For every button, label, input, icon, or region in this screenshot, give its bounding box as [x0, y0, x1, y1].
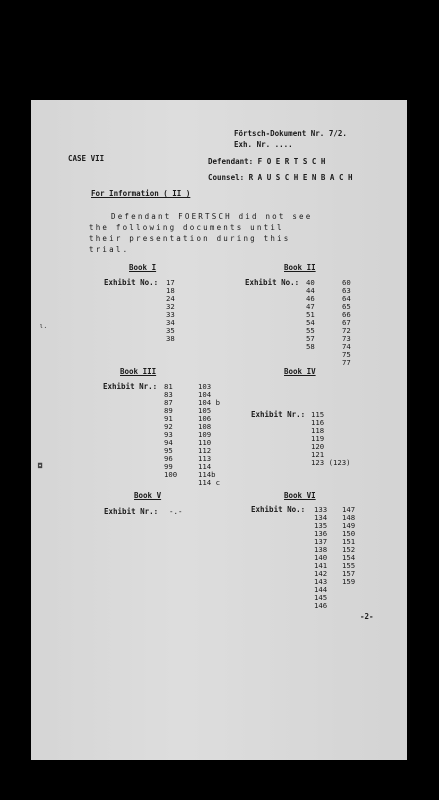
exhibit-number-item: 40: [306, 278, 315, 287]
exhibit-list: [198, 383, 220, 487]
book-title: Book III: [120, 367, 157, 376]
exhibit-number-item: 150: [342, 529, 356, 538]
exhibit-number-item: 91: [164, 414, 173, 423]
exhibit-number-item: 109: [198, 430, 212, 439]
exhibit-number-item: 120: [311, 442, 325, 451]
body-line: trial.: [89, 245, 130, 254]
exhibit-number-item: 54: [306, 318, 315, 327]
exhibit-number-item: 34: [166, 318, 175, 327]
exhibit-list: [164, 383, 177, 479]
body-line: their presentation during this: [89, 234, 291, 243]
exhibit-number-item: 116: [311, 418, 325, 427]
counsel-line: Counsel: R A U S C H E N B A C H: [208, 173, 353, 182]
exhibit-label: Exhibit Nr.:: [104, 507, 159, 516]
exhibit-number-item: 114 c: [198, 478, 220, 487]
exhibit-number-item: 151: [342, 537, 356, 546]
exhibit-number-item: 141: [314, 561, 328, 570]
exhibit-list: [166, 279, 175, 343]
exhibit-number-item: 73: [342, 334, 351, 343]
exhibit-number-item: 133: [314, 505, 328, 514]
exhibit-number-item: 83: [164, 390, 173, 399]
exhibit-number-item: 155: [342, 561, 356, 570]
case-label: CASE VII: [68, 154, 105, 163]
exhibit-number-item: 33: [166, 310, 175, 319]
exhibit-number-item: 114b: [198, 470, 216, 479]
exhibit-number-item: 51: [306, 310, 315, 319]
exhibit-number-item: 66: [342, 310, 351, 319]
exhibit-number-item: 64: [342, 294, 351, 303]
exhibit-number-item: 63: [342, 286, 351, 295]
exhibit-number-item: 75: [342, 350, 351, 359]
exhibit-label: Exhibit No.:: [104, 278, 159, 287]
exhibit-label: Exhibit Nr.:: [103, 382, 158, 391]
defendant-line: Defendant: F O E R T S C H: [208, 157, 326, 166]
exhibit-number-item: 103: [198, 382, 212, 391]
section-title: For Information ( II ): [91, 189, 191, 198]
exhibit-number-item: 136: [314, 529, 328, 538]
exhibit-number-item: 55: [306, 326, 315, 335]
exhibit-number-item: 104 b: [198, 398, 220, 407]
document-page: [31, 100, 407, 760]
exhibit-number-item: 143: [314, 577, 328, 586]
exhibit-number-item: 123 (123): [311, 458, 351, 467]
exhibit-number-item: 57: [306, 334, 315, 343]
exhibit-number-item: 114: [198, 462, 212, 471]
body-line: Defendant FOERTSCH did not see: [111, 212, 313, 221]
exhibit-label: Exhibit No.:: [245, 278, 300, 287]
exhibit-number-item: 99: [164, 462, 173, 471]
exhibit-number-item: 87: [164, 398, 173, 407]
exhibit-number-item: 32: [166, 302, 175, 311]
exhibit-number-item: 113: [198, 454, 212, 463]
exhibit-number-item: 115: [311, 410, 325, 419]
exhibit-number-item: 96: [164, 454, 173, 463]
book-title: Book IV: [284, 367, 316, 376]
exhibit-number-item: 74: [342, 342, 351, 351]
exhibit-number-item: 119: [311, 434, 325, 443]
exhibit-number: Exh. Nr. ....: [234, 140, 293, 149]
exhibit-number-item: 144: [314, 585, 328, 594]
exhibit-number-item: 24: [166, 294, 175, 303]
exhibit-number-item: 147: [342, 505, 356, 514]
exhibit-number-item: 118: [311, 426, 325, 435]
exhibit-number-item: 67: [342, 318, 351, 327]
exhibit-number-item: 58: [306, 342, 315, 351]
exhibit-number-item: 157: [342, 569, 356, 578]
doc-number: Förtsch-Dokument Nr. 7/2.: [234, 129, 347, 138]
exhibit-number-item: 145: [314, 593, 328, 602]
exhibit-list: [314, 506, 327, 610]
exhibit-number-item: 77: [342, 358, 351, 367]
exhibit-number-item: 149: [342, 521, 356, 530]
exhibit-number-item: 108: [198, 422, 212, 431]
exhibit-number-item: 47: [306, 302, 315, 311]
book-title: Book I: [129, 263, 157, 272]
body-line: the following documents until: [89, 223, 284, 232]
exhibit-number-item: 89: [164, 406, 173, 415]
exhibit-number-item: 121: [311, 450, 325, 459]
exhibit-number-item: 148: [342, 513, 356, 522]
exhibit-number-item: 35: [166, 326, 175, 335]
exhibit-number-item: 142: [314, 569, 328, 578]
book-title: Book V: [134, 491, 162, 500]
exhibit-label: Exhibit Nr.:: [251, 410, 306, 419]
exhibit-number-item: 138: [314, 545, 328, 554]
exhibit-number-item: 104: [198, 390, 212, 399]
exhibit-number-item: 152: [342, 545, 356, 554]
exhibit-list: [342, 506, 355, 586]
book-title: Book II: [284, 263, 316, 272]
exhibit-number-item: 65: [342, 302, 351, 311]
exhibit-list: [306, 279, 315, 351]
exhibit-number-item: 44: [306, 286, 315, 295]
exhibit-number-item: 38: [166, 334, 175, 343]
margin-mark: ι.: [39, 322, 48, 330]
exhibit-number-item: 94: [164, 438, 173, 447]
exhibit-number-item: 46: [306, 294, 315, 303]
page-number: -2-: [360, 612, 374, 621]
exhibit-number-item: 92: [164, 422, 173, 431]
exhibit-number-item: 154: [342, 553, 356, 562]
exhibit-number-item: 100: [164, 470, 178, 479]
exhibit-number-item: 135: [314, 521, 328, 530]
exhibit-list: [311, 411, 351, 467]
exhibit-number-item: 17: [166, 278, 175, 287]
exhibit-number-item: 95: [164, 446, 173, 455]
exhibit-number-item: 137: [314, 537, 328, 546]
exhibit-number-item: 60: [342, 278, 351, 287]
exhibit-number-item: 146: [314, 601, 328, 610]
exhibit-number-item: 72: [342, 326, 351, 335]
exhibit-number-item: 112: [198, 446, 212, 455]
exhibit-number-item: 159: [342, 577, 356, 586]
exhibit-label: Exhibit No.:: [251, 505, 306, 514]
exhibit-number-item: 110: [198, 438, 212, 447]
exhibit-list: [342, 279, 351, 367]
book-title: Book VI: [284, 491, 316, 500]
exhibit-number-item: 134: [314, 513, 328, 522]
exhibit-number-item: 140: [314, 553, 328, 562]
exhibit-number-item: 106: [198, 414, 212, 423]
exhibit-value: -.-: [169, 507, 183, 516]
exhibit-number-item: 105: [198, 406, 212, 415]
exhibit-number-item: 93: [164, 430, 173, 439]
exhibit-number-item: 81: [164, 382, 173, 391]
binder-hole-icon: ◘: [38, 462, 43, 470]
exhibit-number-item: 18: [166, 286, 175, 295]
